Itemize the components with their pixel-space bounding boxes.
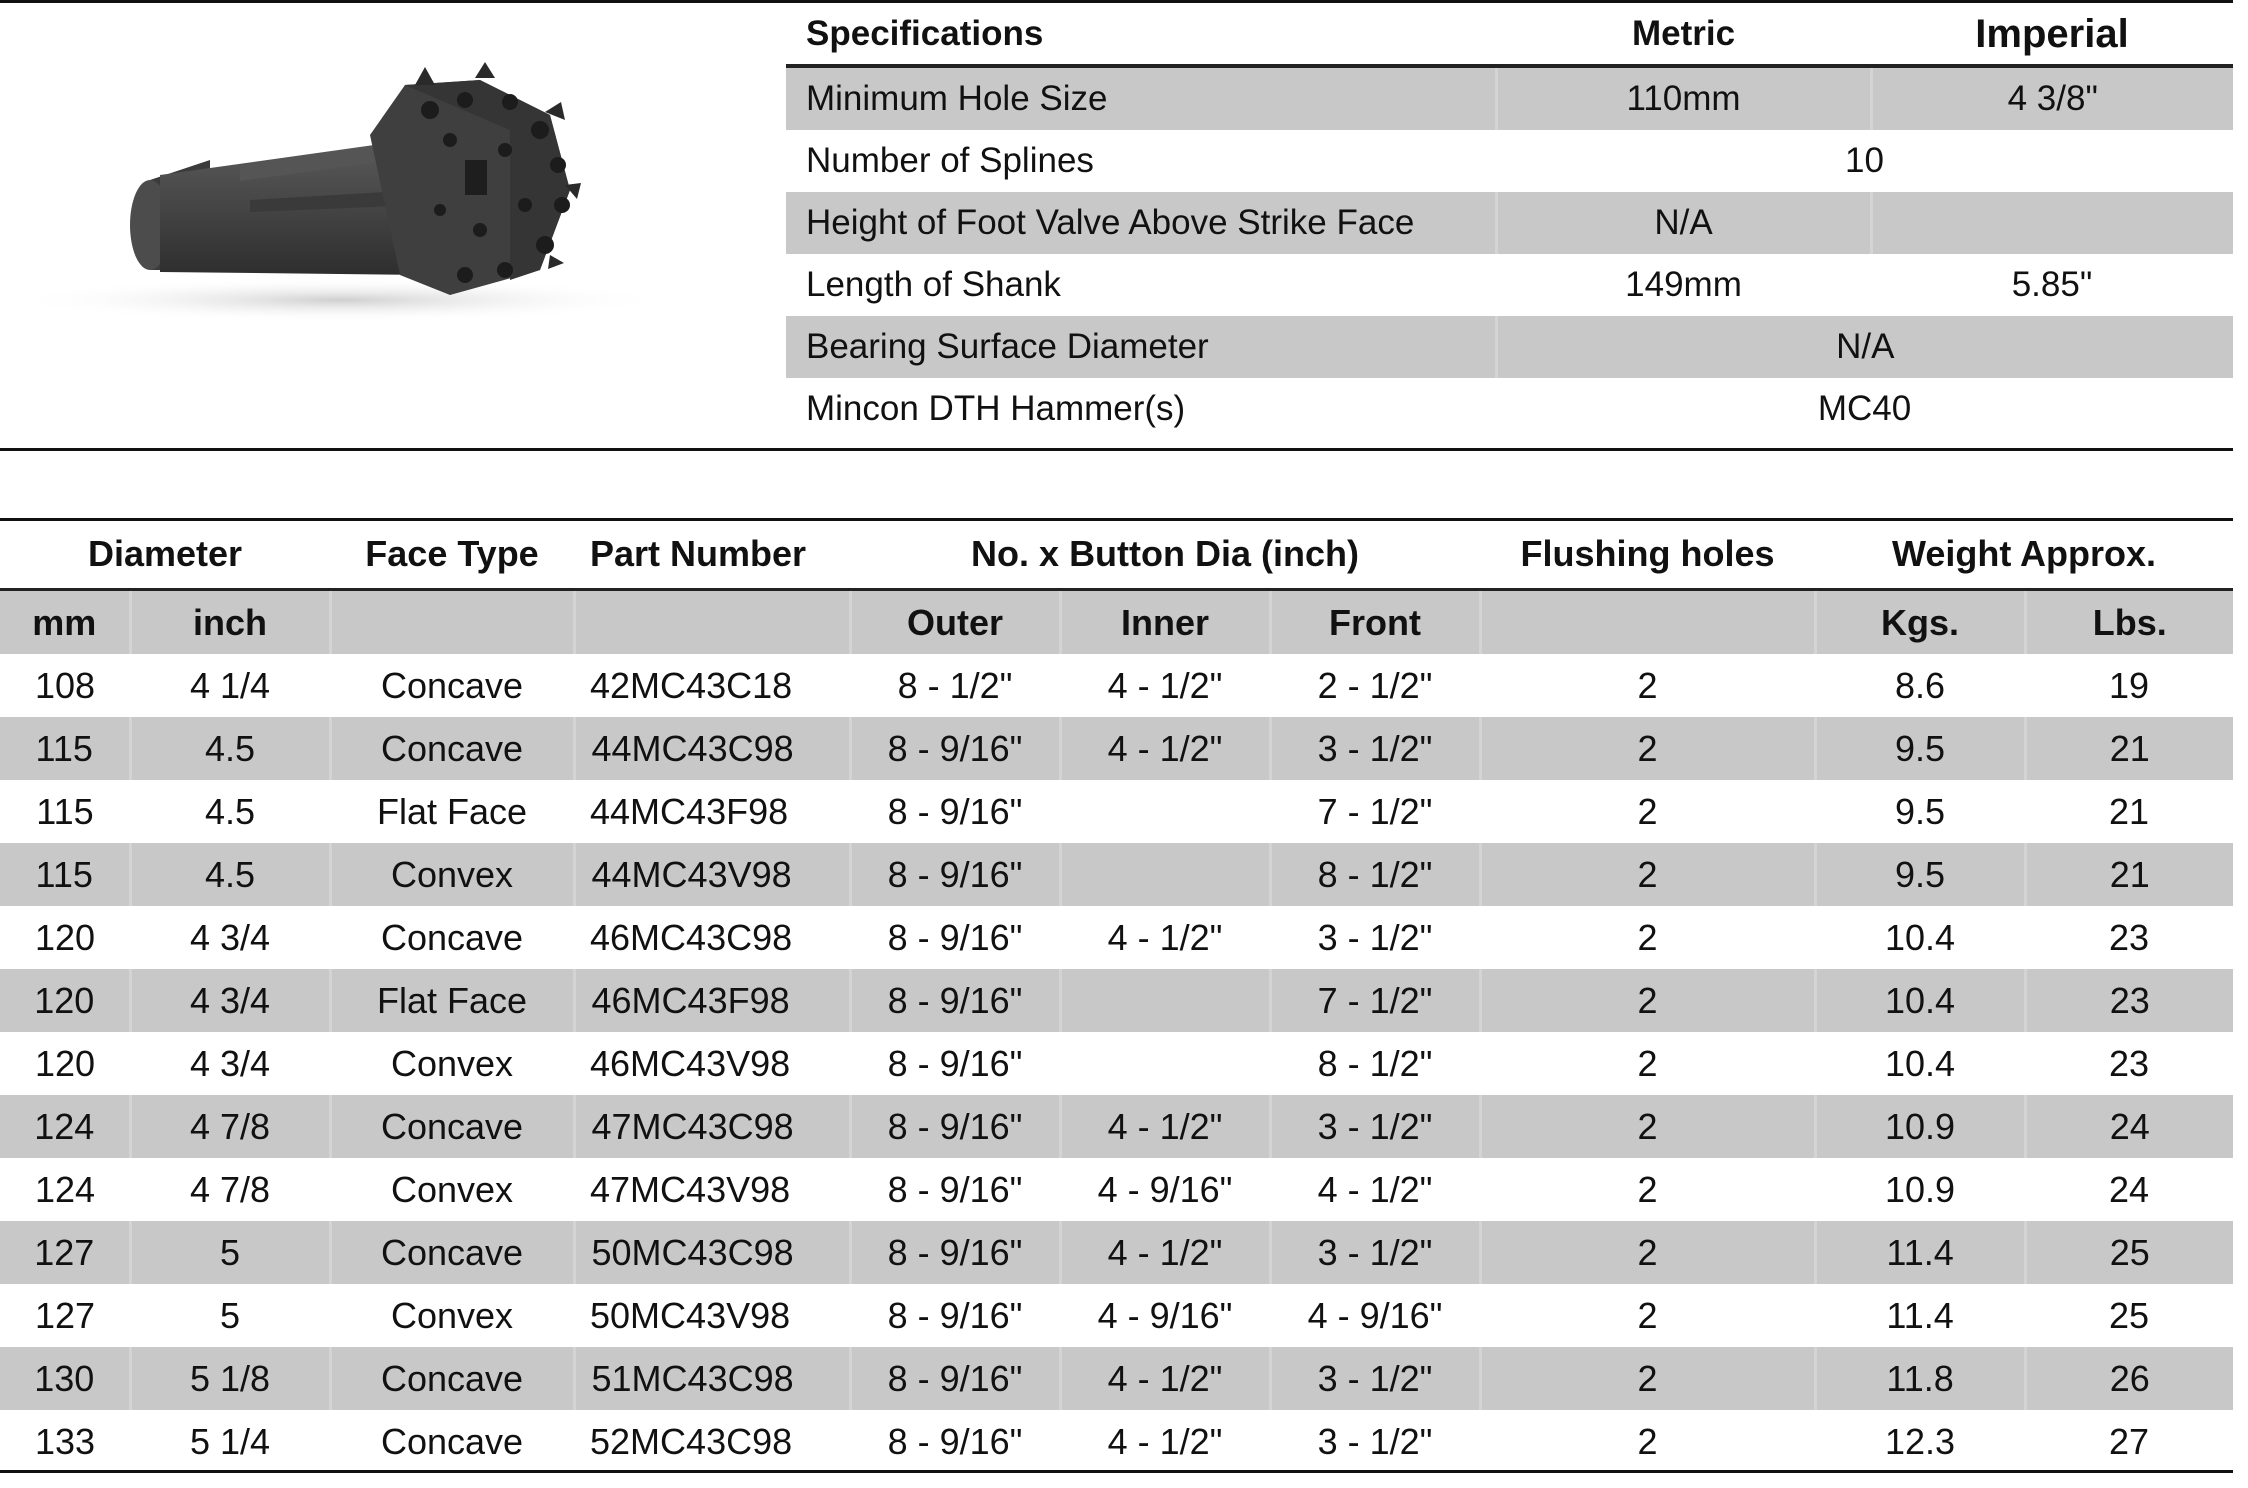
cell-part-number: 46MC43V98 (590, 1042, 791, 1084)
cell-mm: 124 (0, 1095, 130, 1158)
cell-lbs: 21 (2025, 717, 2233, 780)
cell-outer: 8 - 9/16" (887, 1294, 1023, 1336)
cell-outer: 8 - 9/16" (887, 790, 1023, 832)
cell-outer: 8 - 9/16" (850, 843, 1060, 906)
cell-flushing-holes: 2 (1480, 1221, 1815, 1284)
cell-kgs: 11.8 (1815, 1347, 2025, 1410)
spec-value: N/A (1496, 316, 2233, 378)
cell-inch: 5 1/4 (189, 1420, 271, 1462)
table-row (0, 654, 2233, 717)
cell-part-number: 52MC43C98 (590, 1420, 793, 1462)
subheader-kgs: Kgs. (1815, 590, 2025, 655)
cell-inner: 4 - 1/2" (1107, 916, 1223, 958)
cell-kgs: 9.5 (1815, 843, 2025, 906)
cell-flushing-holes: 2 (1480, 1347, 1815, 1410)
cell-part-number: 47MC43V98 (590, 1168, 791, 1210)
table-row (0, 1032, 2233, 1095)
table-row (0, 906, 2233, 969)
header-diameter: Diameter (87, 533, 243, 574)
cell-outer: 8 - 9/16" (887, 1420, 1023, 1462)
header-face-type: Face Type (365, 533, 539, 574)
table-row (0, 780, 2233, 843)
table-subheader-row (0, 590, 2233, 655)
cell-inner (1060, 969, 1270, 1032)
cell-kgs: 12.3 (1885, 1420, 1956, 1462)
spec-header-metric: Metric (1496, 4, 1871, 66)
cell-part-number: 42MC43C18 (590, 664, 793, 706)
cell-inch: 4 3/4 (189, 1042, 271, 1084)
cell-mm: 120 (0, 969, 130, 1032)
cell-lbs: 21 (2109, 790, 2150, 832)
cell-inner: 4 - 1/2" (1107, 1420, 1223, 1462)
cell-outer: 8 - 9/16" (850, 717, 1060, 780)
spec-label: Minimum Hole Size (786, 66, 1496, 130)
cell-lbs: 23 (2109, 916, 2150, 958)
cell-kgs: 10.9 (1815, 1095, 2025, 1158)
cell-front: 7 - 1/2" (1270, 969, 1480, 1032)
subheader-empty (330, 590, 574, 655)
cell-inner (1060, 843, 1270, 906)
cell-lbs: 24 (2109, 1168, 2150, 1210)
subheader-inner: Inner (1060, 590, 1270, 655)
cell-inner: 4 - 1/2" (1060, 717, 1270, 780)
cell-kgs: 10.4 (1885, 1042, 1956, 1084)
spec-label: Bearing Surface Diameter (786, 316, 1496, 378)
spec-imperial: 5.85" (2011, 265, 2093, 304)
table-group-header-row (0, 520, 2233, 590)
spec-header-imperial: Imperial (1871, 4, 2233, 66)
cell-flushing-holes: 2 (1480, 717, 1815, 780)
cell-front: 3 - 1/2" (1270, 1095, 1480, 1158)
cell-front: 2 - 1/2" (1317, 664, 1433, 706)
cell-inner: 4 - 1/2" (1060, 1221, 1270, 1284)
cell-front: 4 - 1/2" (1317, 1168, 1433, 1210)
cell-face-type: Concave (380, 664, 524, 706)
cell-face-type: Concave (330, 1221, 574, 1284)
cell-inch: 4 3/4 (189, 916, 271, 958)
cell-flushing-holes: 2 (1637, 1420, 1658, 1462)
spec-row (786, 254, 2233, 316)
cell-mm: 108 (34, 664, 96, 706)
cell-outer: 8 - 9/16" (887, 1042, 1023, 1084)
cell-flushing-holes: 2 (1480, 969, 1815, 1032)
cell-lbs: 21 (2025, 843, 2233, 906)
cell-part-number: 44MC43F98 (590, 790, 789, 832)
cell-face-type: Convex (390, 1042, 514, 1084)
cell-inner (1060, 1032, 1270, 1095)
cell-inner: 4 - 9/16" (1097, 1294, 1233, 1336)
cell-part-number: 46MC43F98 (574, 969, 850, 1032)
spec-value: MC40 (1817, 389, 1912, 428)
cell-outer: 8 - 9/16" (850, 1221, 1060, 1284)
cell-outer: 8 - 9/16" (887, 1168, 1023, 1210)
cell-flushing-holes: 2 (1637, 1042, 1658, 1084)
table-row (0, 1284, 2233, 1347)
cell-front: 3 - 1/2" (1317, 916, 1433, 958)
cell-mm: 130 (0, 1347, 130, 1410)
cell-part-number: 44MC43C98 (574, 717, 850, 780)
cell-kgs: 10.4 (1815, 969, 2025, 1032)
cell-inner: 4 - 1/2" (1107, 664, 1223, 706)
cell-kgs: 8.6 (1895, 664, 1946, 706)
cell-kgs: 9.5 (1815, 717, 2025, 780)
cell-front: 8 - 1/2" (1317, 1042, 1433, 1084)
cell-front: 3 - 1/2" (1317, 1420, 1433, 1462)
cell-inch: 4.5 (204, 790, 256, 832)
cell-mm: 115 (0, 843, 130, 906)
cell-front: 4 - 9/16" (1307, 1294, 1443, 1336)
subheader-lbs: Lbs. (2025, 590, 2233, 655)
cell-mm: 115 (36, 790, 94, 832)
spec-metric: 149mm (1625, 265, 1742, 304)
cell-kgs: 10.9 (1885, 1168, 1956, 1210)
cell-outer: 8 - 9/16" (850, 1095, 1060, 1158)
cell-mm: 120 (34, 916, 96, 958)
cell-lbs: 25 (2109, 1294, 2150, 1336)
cell-mm: 124 (34, 1168, 96, 1210)
subheader-empty (1480, 590, 1815, 655)
spec-metric: N/A (1496, 192, 1871, 254)
spec-label: Length of Shank (806, 265, 1061, 304)
cell-flushing-holes: 2 (1637, 1294, 1658, 1336)
header-part-number: Part Number (590, 533, 807, 574)
cell-kgs: 11.4 (1815, 1221, 2025, 1284)
cell-flushing-holes: 2 (1637, 916, 1658, 958)
table-row (0, 1410, 2233, 1473)
spec-value: 10 (1845, 141, 1884, 180)
cell-inch: 4.5 (130, 843, 330, 906)
cell-kgs: 11.4 (1886, 1294, 1954, 1336)
spec-header-row (786, 4, 2233, 66)
top-rule (0, 0, 2233, 3)
spec-row (786, 192, 2233, 254)
subheader-mm: mm (0, 590, 130, 655)
table-bottom-rule (0, 1470, 2233, 1473)
cell-lbs: 23 (2025, 969, 2233, 1032)
cell-part-number: 47MC43C98 (574, 1095, 850, 1158)
cell-lbs: 19 (2109, 664, 2150, 706)
table-row (0, 717, 2233, 780)
cell-flushing-holes: 2 (1480, 843, 1815, 906)
spec-row (786, 378, 2233, 440)
cell-inch: 5 1/8 (130, 1347, 330, 1410)
cell-outer: 8 - 9/16" (850, 1347, 1060, 1410)
cell-mm: 115 (0, 717, 130, 780)
cell-lbs: 24 (2025, 1095, 2233, 1158)
cell-face-type: Concave (380, 916, 524, 958)
cell-inch: 4 1/4 (189, 664, 271, 706)
cell-face-type: Concave (330, 1347, 574, 1410)
spec-imperial (1871, 192, 2233, 254)
cell-face-type: Concave (330, 1095, 574, 1158)
cell-lbs: 23 (2109, 1042, 2150, 1084)
cell-inch: 4 3/4 (130, 969, 330, 1032)
table-row (0, 969, 2233, 1032)
spec-imperial: 4 3/8" (1871, 66, 2233, 130)
cell-flushing-holes: 2 (1637, 1168, 1658, 1210)
cell-inch: 5 (130, 1221, 330, 1284)
spec-label: Mincon DTH Hammer(s) (806, 389, 1186, 428)
cell-inner: 4 - 1/2" (1060, 1347, 1270, 1410)
cell-inch: 4.5 (130, 717, 330, 780)
cell-part-number: 44MC43V98 (574, 843, 850, 906)
cell-outer: 8 - 1/2" (897, 664, 1013, 706)
cell-front: 3 - 1/2" (1270, 1347, 1480, 1410)
spec-header-label: Specifications (786, 4, 1496, 66)
subheader-empty (574, 590, 850, 655)
spec-row (786, 316, 2233, 378)
bit-sizes-table (0, 520, 2233, 1473)
cell-lbs: 27 (2109, 1420, 2150, 1462)
header-flushing-holes: Flushing holes (1520, 533, 1775, 574)
cell-inner (1060, 780, 1270, 843)
subheader-inch: inch (130, 590, 330, 655)
cell-face-type: Concave (330, 717, 574, 780)
cell-face-type: Flat Face (376, 790, 528, 832)
header-button-dia: No. x Button Dia (inch) (971, 533, 1360, 574)
subheader-front: Front (1270, 590, 1480, 655)
cell-lbs: 25 (2025, 1221, 2233, 1284)
cell-mm: 127 (34, 1294, 96, 1336)
cell-front: 3 - 1/2" (1270, 1221, 1480, 1284)
cell-face-type: Concave (380, 1420, 524, 1462)
section-divider-rule (0, 448, 2233, 451)
cell-mm: 133 (34, 1420, 96, 1462)
cell-inner: 4 - 1/2" (1060, 1095, 1270, 1158)
cell-face-type: Convex (390, 1294, 514, 1336)
cell-mm: 120 (34, 1042, 96, 1084)
cell-front: 7 - 1/2" (1317, 790, 1433, 832)
cell-outer: 8 - 9/16" (887, 916, 1023, 958)
header-weight: Weight Approx. (1892, 533, 2157, 574)
drill-bit-image (10, 40, 730, 340)
table-row (0, 1158, 2233, 1221)
cell-part-number: 51MC43C98 (574, 1347, 850, 1410)
cell-part-number: 50MC43V98 (590, 1294, 791, 1336)
spec-label: Height of Foot Valve Above Strike Face (786, 192, 1496, 254)
cell-inch: 4 7/8 (130, 1095, 330, 1158)
cell-inch: 5 (219, 1294, 241, 1336)
cell-front: 8 - 1/2" (1270, 843, 1480, 906)
table-row (0, 1347, 2233, 1410)
cell-part-number: 50MC43C98 (574, 1221, 850, 1284)
cell-flushing-holes: 2 (1637, 790, 1658, 832)
table-row (0, 843, 2233, 906)
spec-label: Number of Splines (806, 141, 1094, 180)
cell-flushing-holes: 2 (1637, 664, 1658, 706)
cell-part-number: 46MC43C98 (590, 916, 793, 958)
spec-row (786, 130, 2233, 192)
cell-lbs: 26 (2025, 1347, 2233, 1410)
subheader-outer: Outer (850, 590, 1060, 655)
cell-face-type: Convex (390, 1168, 514, 1210)
table-row (0, 1095, 2233, 1158)
table-row (0, 1221, 2233, 1284)
cell-mm: 127 (0, 1221, 130, 1284)
spec-metric: 110mm (1496, 66, 1871, 130)
spec-row (786, 66, 2233, 130)
cell-face-type: Convex (330, 843, 574, 906)
cell-front: 3 - 1/2" (1270, 717, 1480, 780)
specifications-table (786, 4, 2233, 440)
cell-kgs: 10.4 (1885, 916, 1956, 958)
cell-kgs: 9.5 (1895, 790, 1946, 832)
cell-inch: 4 7/8 (189, 1168, 271, 1210)
cell-inner: 4 - 9/16" (1097, 1168, 1233, 1210)
cell-flushing-holes: 2 (1480, 1095, 1815, 1158)
cell-outer: 8 - 9/16" (850, 969, 1060, 1032)
cell-face-type: Flat Face (330, 969, 574, 1032)
